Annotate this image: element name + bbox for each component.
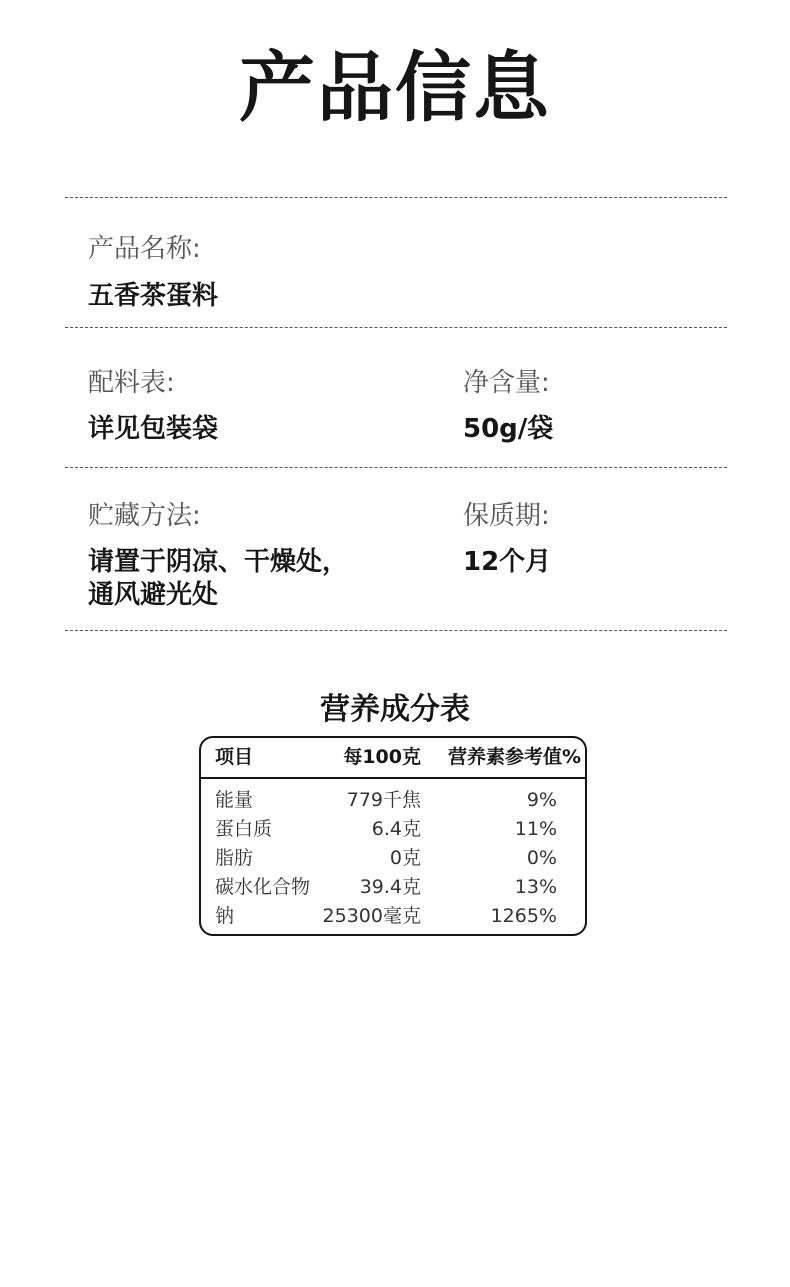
header-nrv: 营养素参考值% — [447, 746, 581, 768]
table-row — [201, 902, 585, 931]
nutrient-name: 能量 — [215, 789, 254, 811]
divider — [65, 467, 727, 468]
table-row — [201, 844, 585, 873]
storage-value-line1: 请置于阴凉、干燥处， — [88, 547, 349, 577]
nutrient-nrv: 13% — [514, 876, 557, 898]
table-row — [201, 786, 585, 815]
net-content-value: 50g/袋 — [463, 414, 554, 444]
storage-value-line2: 通风避光处 — [88, 580, 219, 610]
nutrition-header-row — [201, 738, 585, 779]
table-row — [201, 873, 585, 902]
page-title: 产品信息 — [239, 43, 551, 132]
storage-label: 贮藏方法: — [88, 501, 201, 531]
divider — [65, 630, 727, 631]
nutrient-per-100g: 25300毫克 — [322, 905, 421, 927]
divider — [65, 327, 727, 328]
shelf-life-value: 12个月 — [463, 547, 552, 577]
product-name-label: 产品名称: — [88, 234, 201, 264]
nutrient-per-100g: 6.4克 — [371, 818, 421, 840]
nutrient-nrv: 9% — [526, 789, 557, 811]
nutrition-table — [199, 736, 587, 936]
table-row — [201, 815, 585, 844]
header-item: 项目 — [215, 746, 254, 768]
nutrient-per-100g: 0克 — [389, 847, 421, 869]
nutrient-name: 脂肪 — [215, 847, 254, 869]
nutrient-name: 碳水化合物 — [215, 876, 311, 898]
nutrition-title: 营养成分表 — [320, 692, 470, 727]
nutrient-name: 蛋白质 — [215, 818, 273, 840]
nutrient-name: 钠 — [215, 905, 235, 927]
product-name-value: 五香茶蛋料 — [88, 281, 219, 311]
ingredients-value: 详见包装袋 — [88, 414, 219, 444]
nutrient-nrv: 1265% — [490, 905, 557, 927]
nutrient-nrv: 0% — [526, 847, 557, 869]
divider — [65, 197, 727, 198]
header-per-100g: 每100克 — [343, 746, 421, 768]
net-content-label: 净含量: — [463, 368, 550, 398]
nutrient-nrv: 11% — [514, 818, 557, 840]
nutrient-per-100g: 39.4克 — [359, 876, 421, 898]
shelf-life-label: 保质期: — [463, 501, 550, 531]
ingredients-label: 配料表: — [88, 368, 175, 398]
nutrient-per-100g: 779千焦 — [346, 789, 421, 811]
